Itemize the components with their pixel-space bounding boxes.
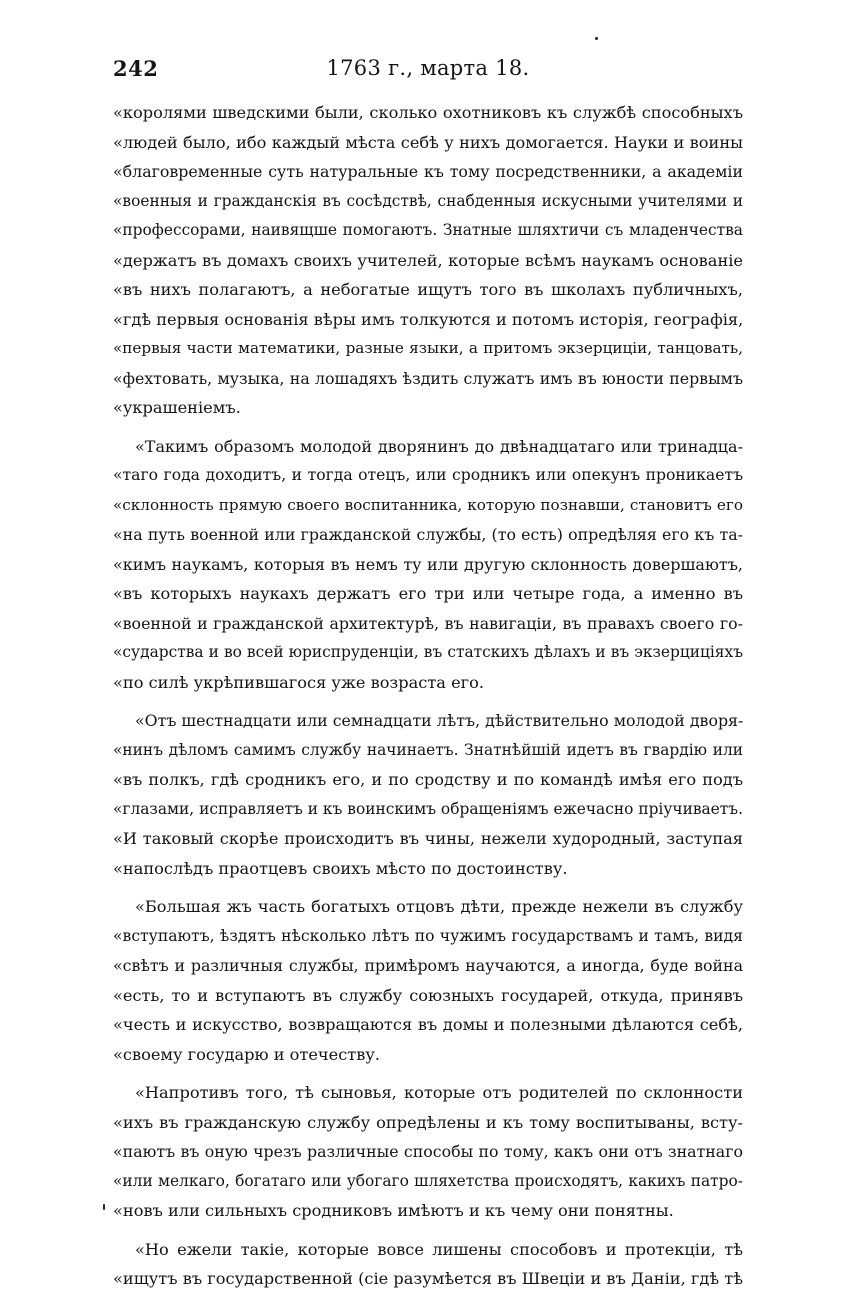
text-line: «паютъ въ оную чрезъ различные способы по тому, какъ они отъ знатнаго xyxy=(113,1142,743,1161)
text-line: «Такимъ образомъ молодой дворянинъ до двѣнадцатаго или тринадца- xyxy=(135,436,743,456)
running-title: 1763 г., марта 18. xyxy=(326,56,530,80)
text-line: «честь и искусство, возвращаются въ домы и полезными дѣлаются себѣ, xyxy=(113,1015,743,1034)
paragraph xyxy=(113,892,743,1069)
text-line: «держатъ въ домахъ своихъ учителей, которые всѣмъ наукамъ основаніе xyxy=(113,250,743,270)
paragraph xyxy=(113,432,743,698)
text-line: «благовременные суть натуральные къ тому посредственники, а академіи xyxy=(113,162,743,181)
text-line: «глазами, исправляетъ и къ воинскимъ обращеніямъ ежечасно пріучиваетъ. xyxy=(113,799,743,818)
text-line: «въ нихъ полагаютъ, а небогатые ищутъ того въ школахъ публичныхъ, xyxy=(113,280,743,299)
text-line: «таго года доходитъ, и тогда отецъ, или сродникъ или опекунъ проникаетъ xyxy=(113,466,743,484)
body-text xyxy=(113,98,743,1303)
text-line: «въ которыхъ наукахъ держатъ его три или четыре года, а именно въ xyxy=(113,584,743,603)
text-line: «военныя и гражданскія въ сосѣдствѣ, снабденныя искусными учителями и xyxy=(113,191,743,210)
text-line: «на путь военной или гражданской службы, (то есть) опредѣляя его къ та- xyxy=(113,525,743,544)
paragraph xyxy=(113,1235,743,1294)
page-header xyxy=(113,56,743,90)
text-line: «ищутъ въ государственной (сіе разумѣется въ Швеціи и въ Даніи, гдѣ тѣ xyxy=(113,1269,743,1288)
text-line: «вступаютъ, ѣздятъ нѣсколько лѣтъ по чужимъ государствамъ и тамъ, видя xyxy=(113,926,743,945)
print-speck xyxy=(595,37,598,40)
text-line: «нинъ дѣломъ самимъ службу начинаетъ. Знатнѣйшій идетъ въ гвардію или xyxy=(113,740,743,759)
text-line: «въ полкъ, гдѣ сродникъ его, и по сродству и по командѣ имѣя его подъ xyxy=(113,770,743,789)
text-line: «Но ежели такіе, которые вовсе лишены способовъ и протекціи, тѣ xyxy=(135,1239,743,1259)
text-line: «Отъ шестнадцати или семнадцати лѣтъ, дѣйствительно молодой дворя- xyxy=(135,711,743,730)
text-line: «И таковый скорѣе происходитъ въ чины, нежели худородный, заступая xyxy=(113,829,743,848)
text-line: «или мелкаго, богатаго или убогаго шляхетства происходятъ, какихъ патро- xyxy=(113,1171,743,1190)
text-line: «военной и гражданской архитектурѣ, въ навигаціи, въ правахъ своего го- xyxy=(113,613,743,633)
print-speck xyxy=(103,1204,105,1210)
page-number: 242 xyxy=(113,56,159,81)
text-line: «гдѣ первыя основанія вѣры имъ толкуются и потомъ исторія, географія, xyxy=(113,309,743,329)
text-line: «ихъ въ гражданскую службу опредѣлены и къ тому воспитываны, всту- xyxy=(113,1112,743,1132)
text-line: «свѣтъ и различныя службы, примѣромъ научаются, а иногда, буде война xyxy=(113,956,743,975)
text-line: «фехтовать, музыка, на лошадяхъ ѣздить служатъ имъ въ юности первымъ xyxy=(113,368,743,388)
text-line: «есть, то и вступаютъ въ службу союзныхъ государей, откуда, принявъ xyxy=(113,985,743,1005)
text-line: «сударства и во всей юриспруденціи, въ статскихъ дѣлахъ и въ экзерциціяхъ xyxy=(113,643,743,661)
paragraph xyxy=(113,98,743,423)
text-line: «новъ или сильныхъ сродниковъ имѣютъ и къ чему они понятны. xyxy=(113,1201,674,1220)
text-line: «профессорами, наивящше помогаютъ. Знатные шляхтичи съ младенчества xyxy=(113,221,743,239)
text-line: «кимъ наукамъ, которыя въ немъ ту или другую склонность довершаютъ, xyxy=(113,554,743,574)
text-line: «королями шведскими были, сколько охотниковъ къ службѣ способныхъ xyxy=(113,103,743,122)
text-line: «по силѣ укрѣпившагося уже возраста его. xyxy=(113,672,485,692)
text-line: «людей было, ибо каждый мѣста себѣ у нихъ домогается. Науки и воины xyxy=(113,132,743,152)
text-line: «Большая жъ часть богатыхъ отцовъ дѣти, прежде нежели въ службу xyxy=(135,897,743,916)
text-line: «Напротивъ того, тѣ сыновья, которые отъ родителей по склонности xyxy=(135,1083,743,1102)
text-line: «склонность прямую своего воспитанника, которую познавши, становитъ его xyxy=(113,495,743,514)
text-line: «украшеніемъ. xyxy=(113,398,241,417)
text-line: «напослѣдъ праотцевъ своихъ мѣсто по достоинству. xyxy=(113,858,568,878)
paragraph xyxy=(113,1078,743,1226)
text-line: «первыя части математики, разные языки, а притомъ экзерциціи, танцовать, xyxy=(113,339,743,357)
paragraph xyxy=(113,706,743,883)
text-line: «своему государю и отечеству. xyxy=(113,1044,381,1064)
